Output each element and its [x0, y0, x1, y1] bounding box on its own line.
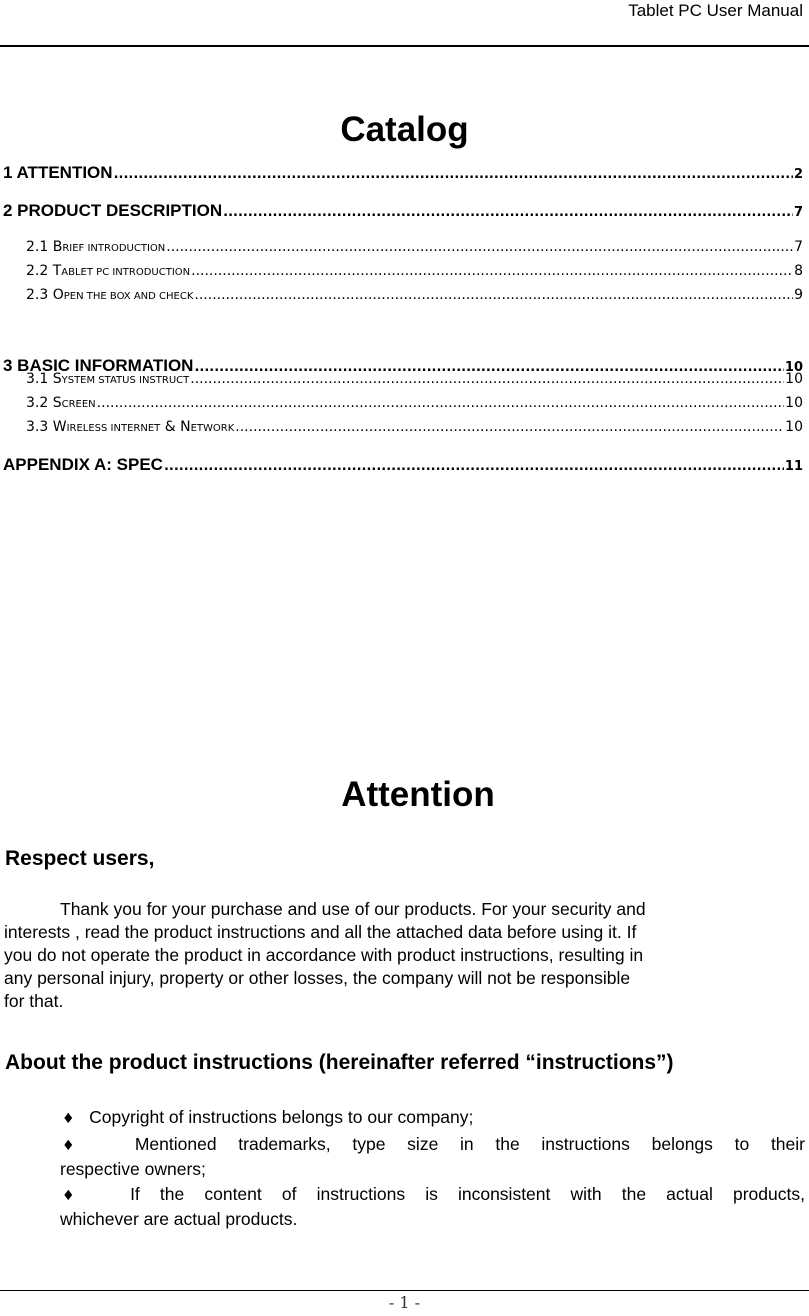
toc-leader-dots	[194, 287, 793, 303]
intro-paragraph	[4, 898, 807, 1013]
toc-leader-dots	[235, 419, 784, 435]
toc-entry-wireless-network[interactable]	[26, 419, 803, 435]
toc-entry-page: 10	[784, 360, 803, 375]
toc-entry-product-description[interactable]	[3, 201, 803, 221]
toc-entry-label: 2.3 OPEN THE BOX AND CHECK	[26, 287, 194, 303]
instructions-bullet-list	[60, 1106, 805, 1233]
intro-line: Thank you for your purchase and use of our products. For your security and	[60, 899, 646, 919]
bullet-item: ♦ If the content of instructions is inconsistent with the actual products, whichever are actual products.	[60, 1184, 805, 1229]
toc-entry-label: APPENDIX A: SPEC	[3, 455, 163, 474]
bullet-item: ♦ Copyright of instructions belongs to our company;	[62, 1107, 474, 1127]
attention-title: Attention	[341, 775, 495, 814]
diamond-bullet-icon: ♦	[62, 1138, 92, 1154]
toc-leader-dots	[223, 205, 793, 220]
toc-entry-page: 10	[785, 395, 803, 411]
toc-entry-page: 2	[793, 167, 803, 182]
bullet-item: ♦ Mentioned trademarks, type size in the instructions belongs to their respective owners;	[60, 1134, 805, 1179]
toc-leader-dots	[164, 459, 784, 474]
intro-line: interests , read the product instructions and all the attached data before using it. If	[4, 922, 637, 942]
toc-entry-label: 1 ATTENTION	[3, 163, 113, 182]
toc-entry-label: 3 BASIC INFORMATION	[3, 356, 194, 375]
toc-entry-page: 7	[794, 239, 803, 255]
toc-entry-screen[interactable]	[26, 395, 803, 411]
toc-entry-appendix-spec[interactable]	[3, 455, 803, 475]
greeting-heading: Respect users,	[5, 847, 155, 870]
running-header: Tablet PC User Manual	[628, 1, 803, 20]
toc-entry-page: 11	[784, 459, 803, 474]
toc-entry-brief-introduction[interactable]	[26, 239, 803, 255]
toc-entry-system-status[interactable]	[26, 371, 803, 387]
intro-line: you do not operate the product in accordance with product instructions, resulting in	[4, 945, 644, 965]
toc-leader-dots	[190, 371, 784, 387]
diamond-bullet-icon: ♦	[62, 1111, 75, 1127]
toc-leader-dots	[191, 263, 793, 279]
footer-rule	[0, 1290, 809, 1291]
toc-entry-label: 2 PRODUCT DESCRIPTION	[3, 201, 223, 220]
toc-entry-page: 7	[793, 205, 803, 220]
toc-entry-label: 3.2 SCREEN	[26, 395, 96, 411]
toc-entry-attention[interactable]	[3, 163, 803, 183]
intro-line: for that.	[4, 991, 64, 1011]
toc-entry-page: 10	[785, 371, 803, 387]
toc-leader-dots	[97, 395, 785, 411]
toc-entry-open-the-box[interactable]	[26, 287, 803, 303]
about-instructions-heading: About the product instructions (hereinafter referred “instructions”)	[5, 1051, 674, 1074]
page-number: - 1 -	[388, 1293, 421, 1312]
catalog-title: Catalog	[340, 110, 469, 149]
toc-entry-label: 2.1 BRIEF INTRODUCTION	[26, 239, 166, 255]
toc-entry-label: 3.1 SYSTEM STATUS INSTRUCT	[26, 371, 190, 387]
toc-entry-page: 10	[785, 419, 803, 435]
toc-entry-page: 9	[794, 287, 803, 303]
toc-entry-label: 2.2 TABLET PC INTRODUCTION	[26, 263, 191, 279]
intro-line: any personal injury, property or other losses, the company will not be responsible	[4, 968, 631, 988]
header-rule	[0, 45, 809, 47]
toc-entry-page: 8	[794, 263, 803, 279]
toc-entry-tablet-pc-introduction[interactable]	[26, 263, 803, 279]
toc-leader-dots	[114, 167, 793, 182]
toc-entry-label: 3.3 WIRELESS INTERNET & NETWORK	[26, 419, 235, 435]
diamond-bullet-icon: ♦	[62, 1188, 90, 1204]
toc-leader-dots	[166, 239, 793, 255]
